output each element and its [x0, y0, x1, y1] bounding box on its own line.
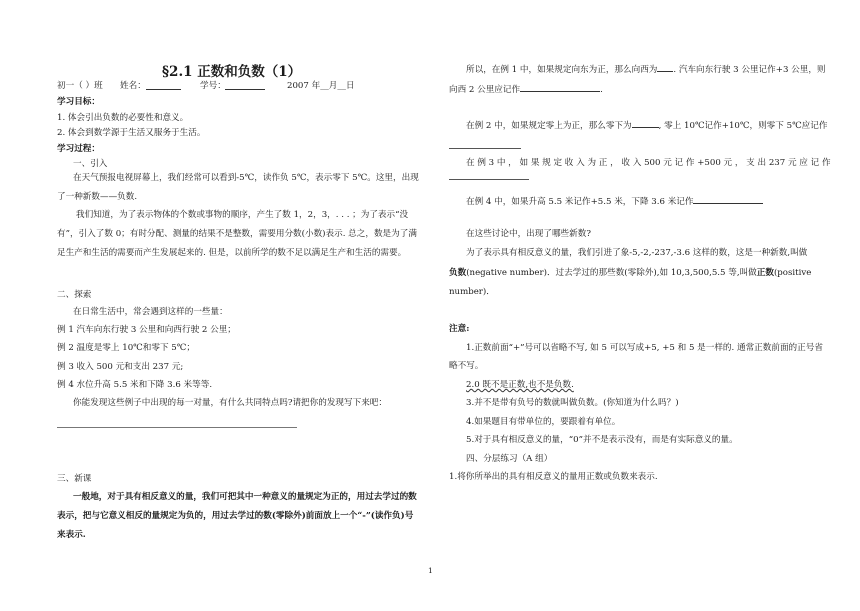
- right-line-1: 所以，在例 1 中，如果规定向东为正，那么向西为 . 汽车向东行驶 3 公里记作+3 公里，则: [466, 62, 826, 76]
- goal-1: 1. 体会引出负数的必要性和意义。: [57, 113, 189, 123]
- note-2: 2.0 既不是正数,也不是负数.: [466, 380, 574, 390]
- id-label: 学号：: [200, 81, 226, 91]
- intro-heading: 一、引入: [73, 159, 108, 169]
- right-line-5: 在这些讨论中，出现了哪些新数?: [466, 229, 591, 239]
- practice-item-1: 1.将你所举出的具有相反意义的量用正数或负数来表示.: [449, 472, 658, 482]
- process-heading: 学习过程：: [57, 144, 100, 154]
- goal-2: 2. 体会到数学源于生活又服务于生活。: [57, 128, 206, 138]
- blank-minus5: [449, 148, 521, 149]
- example-3: 例 3 收入 500 元和支出 237 元;: [57, 362, 184, 372]
- example-1: 例 1 汽车向东行驶 3 公里和向西行驶 2 公里；: [57, 325, 236, 335]
- explore-intro: 在日常生活中，常会遇到这样的一些量：: [73, 307, 228, 317]
- blank-west: [657, 62, 673, 72]
- intro-paragraph-2: 我们知道，为了表示物体的个数或事物的顺序，产生了数 1，2，3，. . . ；为了表示“没有”，引入了数 0；有时分配、测量的结果不是整数，需要用分数(小数)表示. 总之，数是为了满足生产和生活的需要而产生发展起来的. 但是，以前所学的数不足以满足生产和生活的需要。: [57, 210, 417, 258]
- note-1a: 1.正数前面“+”号可以省略不写, 如 5 可以写成+5, +5 和 5 是一样的. 通常正数前面的正号省: [466, 343, 823, 353]
- explore-heading: 二、探索: [57, 290, 92, 300]
- example-2: 例 2 温度是零上 10℃和零下 5℃；: [57, 343, 195, 353]
- class-field: 初一（ ）班: [57, 81, 103, 91]
- blank-below-zero: [632, 118, 659, 128]
- right-line-3: 在 例 3 中 ， 如 果 规 定 收 入 为 正 ， 收 入 500 元 记 作 +500 元 ， 支 出 237 元 应 记 作: [466, 158, 831, 168]
- name-label: 姓名：: [120, 81, 146, 91]
- id-blank: [225, 80, 265, 90]
- right-line-6a: 为了表示具有相反意义的量，我们引进了象-5,-2,-237,-3.6 这样的数，这是一种新数,叫做: [466, 248, 808, 258]
- new-lesson-definition: 一般地，对于具有相反意义的量，我们可把其中一种意义的量规定为正的，用过去学过的数表示，把与它意义相反的量规定为负的，用过去学过的数(零除外)前面放上一个“-”(读作负)号来表示.: [57, 492, 417, 540]
- blank-west-2km: [520, 82, 600, 92]
- name-blank: [146, 80, 181, 90]
- note-3: 3.并不是带有负号的数就叫做负数。(你知道为什么吗？): [466, 398, 679, 408]
- right-line-4: 在例 4 中，如果升高 5.5 米记作+5.5 米，下降 3.6 米记作: [466, 194, 763, 208]
- right-line-1c: 向西 2 公里应记作 .: [449, 82, 603, 96]
- note-5: 5.对于具有相反意义的量，“0”并不是表示没有，而是有实际意义的量。: [466, 435, 738, 445]
- page-number: 1: [428, 566, 433, 575]
- page-title: §2.1 正数和负数（1）: [162, 64, 302, 80]
- date-field: 2007 年__月__日: [287, 81, 355, 91]
- explore-question: 你能发现这些例子中出现的每一对量，有什么共同特点吗?请把你的发现写下来吧：: [73, 398, 387, 408]
- note-heading: 注意:: [449, 324, 470, 334]
- right-line-6b: 负数(negative number)．过去学过的那些数(零除外),如 10,3,500,5.5 等,叫做正数(positive: [449, 268, 812, 278]
- practice-heading: 四、分层练习（A 组）: [466, 454, 553, 464]
- intro-paragraph-1: 在天气预报电视屏幕上，我们经常可以看到-5℃，读作负 5℃，表示零下 5℃。这里，出现了一种新数——负数.: [57, 173, 419, 202]
- right-line-6e: number)．: [449, 287, 495, 297]
- example-4: 例 4 水位升高 5.5 米和下降 3.6 米等等.: [57, 380, 213, 390]
- note-1b: 略不写。: [449, 361, 484, 371]
- blank-water-drop: [693, 194, 763, 204]
- right-line-2: 在例 2 中，如果规定零上为正，那么零下为 , 零上 10℃记作+10℃，则零下 5℃应记作: [466, 118, 827, 132]
- note-4: 4.如果题目有带单位的，要跟着有单位。: [466, 417, 621, 427]
- goals-heading: 学习目标：: [57, 97, 100, 107]
- new-lesson-heading: 三、新课: [57, 474, 92, 484]
- blank-expense: [449, 179, 529, 180]
- answer-line: [57, 427, 297, 428]
